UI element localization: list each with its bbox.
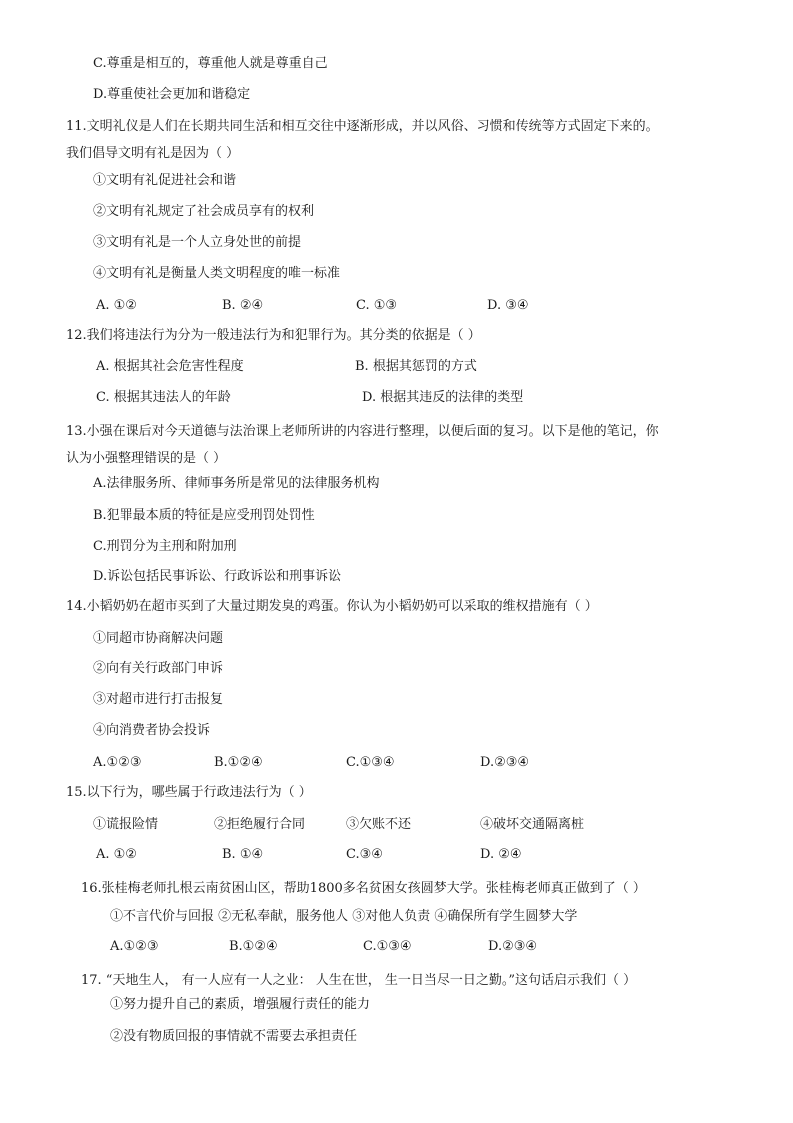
- q17-stem: 17. “天地生人， 有一人应有一人之业： 人生在世， 生一日当尽一日之勤。”这句话启示我们（ ）: [81, 973, 637, 988]
- q14-item-1: ①同超市协商解决问题: [93, 631, 224, 646]
- q15-item-4: ④破坏交通隔离桩: [480, 817, 585, 832]
- q15-stem: 15.以下行为，哪些属于行政违法行为（ ）: [66, 785, 312, 800]
- q12-option-b: B. 根据其惩罚的方式: [355, 359, 477, 374]
- q13-option-b: B.犯罪最本质的特征是应受刑罚处罚性: [93, 508, 315, 523]
- q11-item-2: ②文明有礼规定了社会成员享有的权利: [93, 204, 315, 219]
- q14-option-b: B.①②④: [214, 755, 263, 770]
- q13-stem-line2: 认为小强整理错误的是（ ）: [66, 451, 227, 466]
- q13-option-a: A.法律服务所、律师事务所是常见的法律服务机构: [93, 476, 380, 491]
- q12-option-a: A. 根据其社会危害性程度: [96, 359, 244, 374]
- q16-option-d: D.②③④: [488, 939, 538, 954]
- q14-option-a: A.①②③: [93, 755, 142, 770]
- q12-option-c: C. 根据其违法人的年龄: [96, 390, 231, 405]
- q16-stem: 16.张桂梅老师扎根云南贫困山区，帮助1800多名贫困女孩圆梦大学。张桂梅老师真正做到了（ ）: [81, 881, 646, 896]
- q13-option-c: C.刑罚分为主刑和附加刑: [93, 539, 237, 554]
- q16-option-a: A.①②③: [110, 939, 159, 954]
- q12-option-d: D. 根据其违反的法律的类型: [362, 390, 524, 405]
- q11-stem-line2: 我们倡导文明有礼是因为（ ）: [66, 146, 240, 161]
- q11-option-c: C. ①③: [356, 298, 398, 313]
- q14-item-4: ④向消费者协会投诉: [93, 723, 211, 738]
- q15-item-3: ③欠账不还: [346, 817, 412, 832]
- q11-option-b: B. ②④: [222, 298, 264, 313]
- q14-item-2: ②向有关行政部门申诉: [93, 661, 224, 676]
- q14-item-3: ③对超市进行打击报复: [93, 692, 224, 707]
- q17-item-1: ①努力提升自己的素质，增强履行责任的能力: [110, 997, 371, 1012]
- q16-items: ①不言代价与回报 ②无私奉献，服务他人 ③对他人负责 ④确保所有学生圆梦大学: [110, 909, 578, 924]
- q15-option-b: B. ①④: [222, 847, 264, 862]
- q11-item-4: ④文明有礼是衡量人类文明程度的唯一标准: [93, 266, 341, 281]
- q10-option-c: C.尊重是相互的，尊重他人就是尊重自己: [93, 56, 328, 71]
- q11-item-3: ③文明有礼是一个人立身处世的前提: [93, 235, 302, 250]
- q16-option-c: C.①③④: [363, 939, 412, 954]
- q11-stem-line1: 11.文明礼仪是人们在长期共同生活和相互交往中逐渐形成，并以风俗、习惯和传统等方式固定下来的。: [66, 119, 659, 134]
- q14-option-c: C.①③④: [346, 755, 395, 770]
- q11-option-d: D. ③④: [487, 298, 529, 313]
- q13-option-d: D.诉讼包括民事诉讼、行政诉讼和刑事诉讼: [93, 569, 342, 584]
- q15-option-d: D. ②④: [480, 847, 522, 862]
- q12-stem: 12.我们将违法行为分为一般违法行为和犯罪行为。其分类的依据是（ ）: [66, 328, 481, 343]
- q15-option-c: C.③④: [346, 847, 383, 862]
- q15-option-a: A. ①②: [96, 847, 137, 862]
- q11-item-1: ①文明有礼促进社会和谐: [93, 173, 237, 188]
- q13-stem-line1: 13.小强在课后对今天道德与法治课上老师所讲的内容进行整理，以便后面的复习。以下是他的笔记，你: [66, 424, 659, 439]
- q14-option-d: D.②③④: [480, 755, 530, 770]
- q15-item-2: ②拒绝履行合同: [214, 817, 306, 832]
- q17-item-2: ②没有物质回报的事情就不需要去承担责任: [110, 1029, 358, 1044]
- q15-item-1: ①谎报险情: [93, 817, 159, 832]
- q14-stem: 14.小韬奶奶在超市买到了大量过期发臭的鸡蛋。你认为小韬奶奶可以采取的维权措施有（ ）: [66, 599, 598, 614]
- q16-option-b: B.①②④: [229, 939, 278, 954]
- q11-option-a: A. ①②: [96, 298, 137, 313]
- q10-option-d: D.尊重使社会更加和谐稳定: [93, 87, 251, 102]
